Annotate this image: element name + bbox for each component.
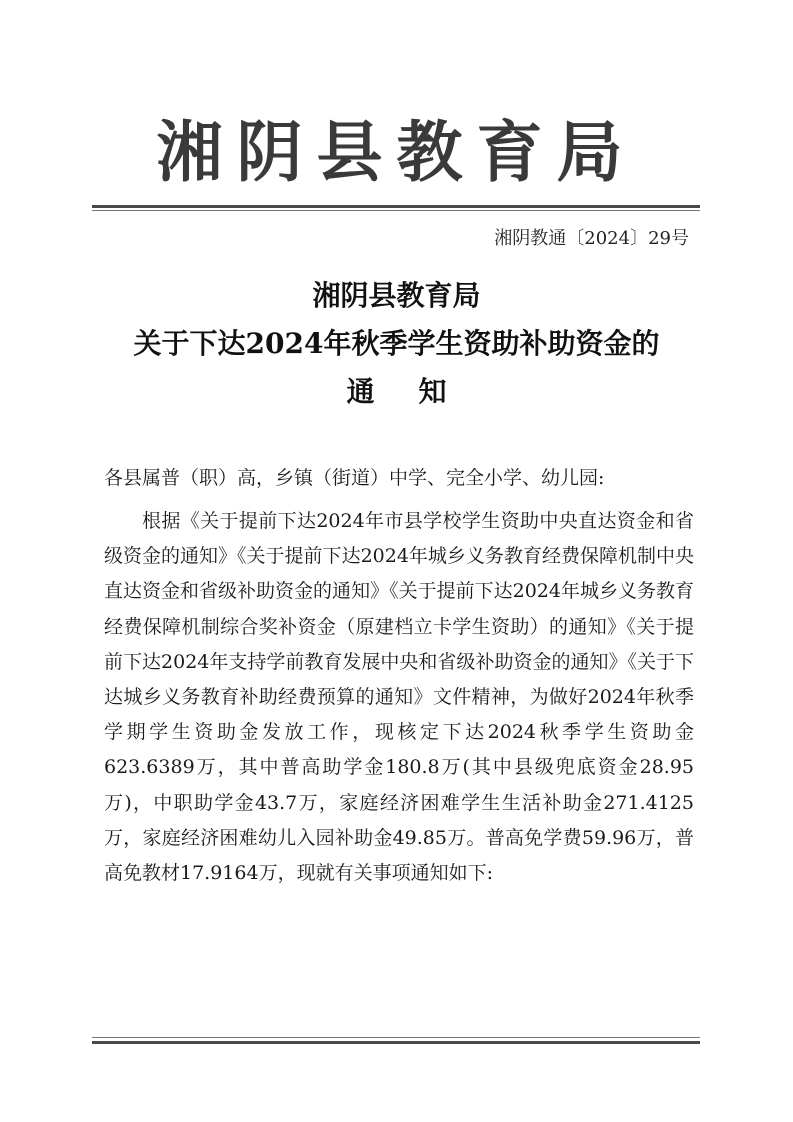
salutation: 各县属普（职）高，乡镇（街道）中学、完全小学、幼儿园: (104, 467, 605, 489)
document-number: 湘阴教通〔2024〕29号 (494, 228, 689, 249)
title-line-issuer: 湘阴县教育局 (312, 279, 481, 312)
letterhead-rule-thick (92, 205, 700, 208)
body-paragraph: 根据《关于提前下达2024年市县学校学生资助中央直达资金和省级资金的通知》《关于提前下达2024年城乡义务教育经费保障机制中央直达资金和省级补助资金的通知》《关于提前下达2024年城乡义务教育经费保障机制综合奖补资金（原建档立卡学生资助）的通知》《关于提前下达2024年支持学前教育发展中央和省级补助资金的通知》《关于下达城乡义务教育补助经费预算的通知》文件精神，为做好2024年秋季学期学生资助金发放工作，现核定下达2024秋季学生资助金623.6389万，其中普高助学金180.8万(其中县级兜底资金28.95万)，中职助学金43.7万，家庭经济困难学生生活补助金271.4125万，家庭经济困难幼儿入园补助金49.85万。普高免学费59.96万，普高免教材17.9164万，现就有关事项通知如下: (104, 510, 694, 885)
letterhead-org-name: 湘阴县教育局 (156, 113, 637, 191)
title-line-subject: 关于下达2024年秋季学生资助补助资金的 (133, 327, 660, 360)
letterhead-rule-thin (92, 210, 700, 211)
footer-rule-thick (92, 1041, 700, 1044)
footer-rule-thin (92, 1037, 700, 1038)
title-line-notice: 通知 (346, 375, 491, 408)
document-title (0, 272, 793, 416)
